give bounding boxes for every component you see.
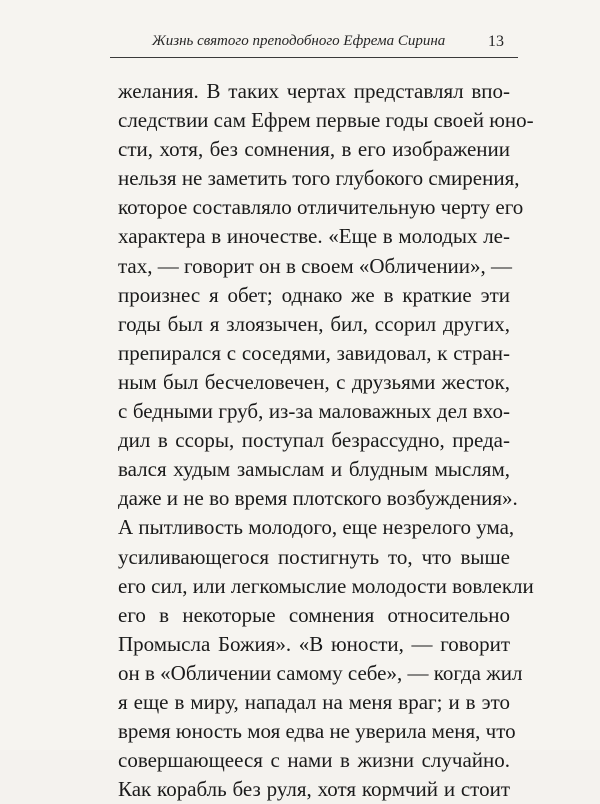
running-head [112,30,514,60]
text-line: его в некоторые сомнения относительно [118,602,510,627]
text-line: следствии сам Ефрем первые годы своей юно- [118,108,534,133]
text-line: сти, хотя, без сомнения, в его изображении [118,137,510,162]
page-number: 13 [488,33,504,50]
text-line: А пытливость молодого, еще незрелого ума, [118,515,515,540]
text-line: его сил, или легкомыслие молодости вовлекли [118,573,534,598]
text-line: Как корабль без руля, хотя кормчий и стоит [118,777,510,802]
text-line: препирался с соседями, завидовал, к стран- [118,340,510,365]
header-rule [110,57,518,58]
text-line: годы был я злоязычен, бил, ссорил других, [118,311,510,336]
text-line: Промысла Божия». «В юности, — говорит [118,631,510,656]
text-line: тах, — говорит он в своем «Обличении», — [118,253,513,278]
text-line: ным был бесчеловечен, с друзьями жесток, [118,369,510,394]
text-line: усиливающегося постигнуть то, что выше [118,544,510,569]
text-line: вался худым замыслам и блудным мыслям, [118,457,510,482]
text-line: совершающееся с нами в жизни случайно. [118,748,510,773]
text-line: желания. В таких чертах представлял впо- [118,79,510,103]
text-line: время юность моя едва не уверила меня, что [118,719,516,744]
text-line: он в «Обличении самому себе», — когда жил [118,660,523,685]
running-title: Жизнь святого преподобного Ефрема Сирина [152,33,446,49]
body-text [118,77,534,804]
text-line: произнес я обет; однако же в краткие эти [118,282,510,307]
text-line: нельзя не заметить того глубокого смирения, [118,166,520,191]
text-line: даже и не во время плотского возбуждения». [118,486,518,511]
text-line: характера в иночестве. «Еще в молодых ле- [118,224,510,249]
text-line: с бедными груб, из-за маловажных дел вхо- [118,399,510,424]
text-line: я еще в миру, нападал на меня враг; и в это [118,689,510,714]
text-line: которое составляло отличительную черту его [118,195,524,220]
text-line: дил в ссоры, поступал безрассудно, преда- [118,428,510,453]
